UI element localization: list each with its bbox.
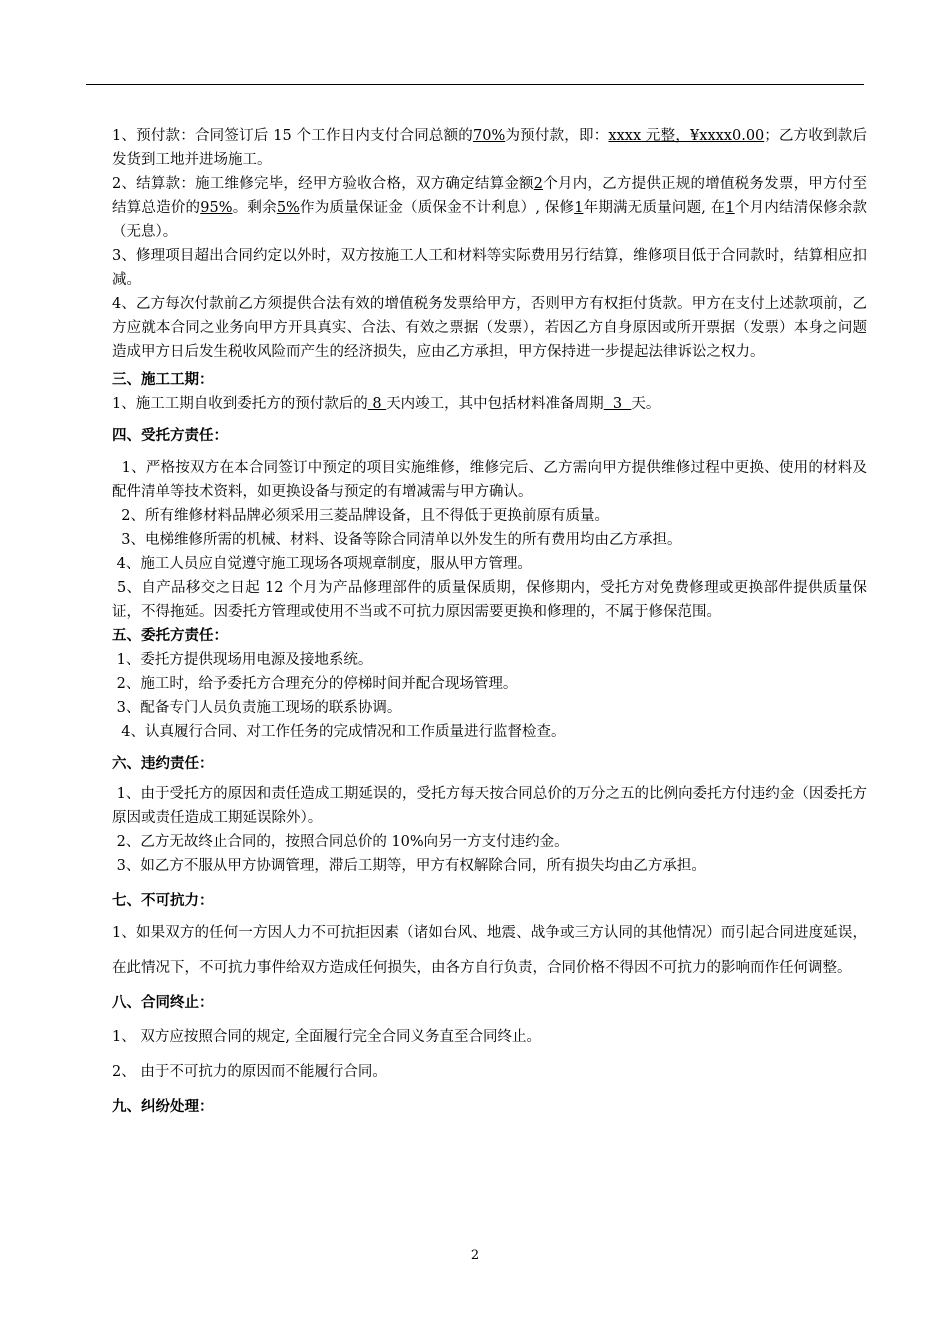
section-4-item: 5、自产品移交之日起 12 个月为产品修理部件的质量保质期，保修期内，受托方对免费修理或更换部件提供质量保证，不得拖延。因委托方管理或使用不当或不可抗力原因需要更换和修理的，不属于修保范围。 (112, 580, 867, 620)
section-5-item: 3、配备专门人员负责施工现场的联系协调。 (112, 700, 402, 716)
section-6-title: 六、违约责任： (112, 756, 214, 772)
section-8-item: 2、 由于不可抗力的原因而不能履行合同。 (112, 1064, 387, 1080)
section-9-title: 九、纠纷处理： (112, 1099, 214, 1115)
section-8-title: 八、合同终止： (112, 995, 214, 1011)
section-5-item: 2、施工时，给予委托方合理充分的停梯时间并配合现场管理。 (112, 676, 518, 692)
payment-clause-3: 3、修理项目超出合同约定以外时，双方按施工人工和材料等实际费用另行结算，维修项目低于合同款时，结算相应扣减。 (112, 248, 867, 288)
section-4-item: 1、严格按双方在本合同签订中预定的项目实施维修，维修完后、乙方需向甲方提供维修过程中更换、使用的材料及配件清单等技术资料，如更换设备与预定的有增减需与甲方确认。 (112, 460, 867, 500)
section-4-item: 3、电梯维修所需的机械、材料、设备等除合同清单以外发生的所有费用均由乙方承担。 (112, 532, 682, 548)
document-body (112, 124, 867, 1124)
payment-clause-4: 4、乙方每次付款前乙方须提供合法有效的增值税务发票给甲方，否则甲方有权拒付货款。甲方在支付上述款项前，乙方应就本合同之业务向甲方开具真实、合法、有效之票据（发票），若因乙方自身原因或所开票据（发票）本身之问题造成甲方日后发生税收风险而产生的经济损失，应由乙方承担，甲方保持进一步提起法律诉讼之权力。 (112, 296, 867, 360)
section-4-item: 2、所有维修材料品牌必须采用三菱品牌设备，且不得低于更换前原有质量。 (112, 508, 609, 524)
section-6-item: 1、由于受托方的原因和责任造成工期延误的，受托方每天按合同总价的万分之五的比例向委托方付违约金（因委托方原因或责任造成工期延误除外）。 (112, 786, 868, 826)
section-5-item: 4、认真履行合同、对工作任务的完成情况和工作质量进行监督检查。 (112, 724, 566, 740)
section-4-item: 4、施工人员应自觉遵守施工现场各项规章制度，服从甲方管理。 (112, 556, 532, 572)
section-7-clause-1: 1、如果双方的任何一方因人力不可抗拒因素（诸如台风、地震、战争或三方认同的其他情况）而引起合同进度延误，在此情况下，不可抗力事件给双方造成任何损失，由各方自行负责，合同价格不得因不可抗力的影响而作任何调整。 (112, 925, 867, 976)
section-3-clause-1: 1、施工工期自收到委托方的预付款后的 8 天内竣工，其中包括材料准备周期 3 天。 (112, 396, 661, 412)
section-5-title: 五、委托方责任： (112, 628, 228, 644)
section-6-item: 2、乙方无故终止合同的，按照合同总价的 10%向另一方支付违约金。 (112, 834, 569, 850)
header-rule (86, 84, 864, 85)
page-number: 2 (470, 1248, 480, 1263)
section-8-item: 1、 双方应按照合同的规定, 全面履行完全合同义务直至合同终止。 (112, 1029, 542, 1045)
section-6-item: 3、如乙方不服从甲方协调管理，滞后工期等，甲方有权解除合同，所有损失均由乙方承担。 (112, 858, 706, 874)
section-7-title: 七、不可抗力： (112, 893, 214, 909)
section-5-item: 1、委托方提供现场用电源及接地系统。 (112, 652, 373, 668)
section-3-title: 三、施工工期： (112, 372, 214, 388)
payment-clause-2: 2、结算款：施工维修完毕，经甲方验收合格，双方确定结算金额2个月内，乙方提供正规的增值税务发票，甲方付至结算总造价的95%。剩余5%作为质量保证金（质保金不计利息）, 保修1年期满无质量问题, 在1个月内结清保修余款（无息）。 (112, 176, 868, 240)
payment-clause-1: 1、预付款：合同签订后 15 个工作日内支付合同总额的70%为预付款，即：xxxx 元整，¥xxxx0.00；乙方收到款后发货到工地并进场施工。 (112, 128, 867, 168)
section-4-title: 四、受托方责任： (112, 428, 228, 444)
